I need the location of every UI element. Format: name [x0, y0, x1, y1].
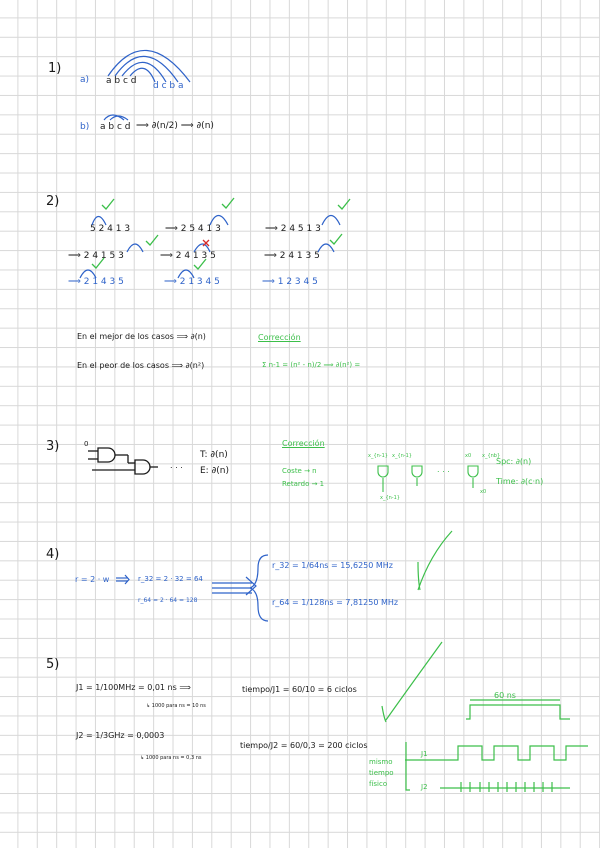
- x-top-right-label: x0: [465, 453, 472, 459]
- log-curve-1b: [418, 562, 420, 590]
- side-label-1: mismo: [369, 758, 393, 766]
- r32-result: r_32 = 1/64ns = 15,6250 MHz: [272, 561, 393, 570]
- problem-1a-reversed: d c b a: [153, 81, 184, 91]
- j2-cycles: tiempo/J2 = 60/0,3 = 200 ciclos: [240, 741, 368, 750]
- problem-1-number: 1): [48, 61, 62, 76]
- wave-duration-label: 60 ns: [494, 691, 516, 700]
- j2-formula: J2 = 1/3GHz = 0,0003: [76, 731, 165, 740]
- green-gates: [378, 466, 478, 492]
- sort-row-2-step-1: ⟹ 2 4 1 5 3: [68, 251, 124, 261]
- problem-1b-sequence: a b c d: [100, 122, 131, 132]
- sort-row-2-step-3: ⟹ 2 4 1 3 5: [264, 251, 320, 261]
- problem-4-arrows: [116, 555, 268, 621]
- j1-note: ↳ 1000 para ns = 10 ns: [146, 703, 206, 709]
- x-top-right-2-label: x_{nb}: [482, 453, 501, 459]
- problem-2-correction-formula: Σ n-1 = (n² - n)/2 ⟹ ∂(n²) =: [262, 361, 361, 369]
- worst-case-text: En el peor de los casos ⟹ ∂(n²): [77, 361, 205, 370]
- sort-row-3-step-1: ⟹ 2 1 4 3 5: [68, 277, 124, 287]
- problem-3-correction-title: Corrección: [282, 439, 325, 448]
- x-bottom-left-label: x_{n-1}: [380, 495, 400, 501]
- problem-1b-complexity: ⟹ ∂(n/2) ⟹ ∂(n): [136, 121, 214, 131]
- green-circuit-dots: . . .: [437, 465, 450, 474]
- problem-1b-label: b): [80, 122, 90, 132]
- problem-4-number: 4): [46, 547, 60, 562]
- problem-1a-label: a): [80, 75, 90, 85]
- problem-3-number: 3): [46, 439, 60, 454]
- j1-wave-label: J1: [421, 750, 428, 758]
- side-label-2: tiempo: [369, 769, 394, 777]
- problem-1a-sequence: a b c d: [106, 76, 137, 86]
- log-curve-1: [418, 531, 452, 590]
- cost-text: Coste → n: [282, 467, 317, 475]
- x-top-left-label: x_{n-1}: [368, 453, 388, 459]
- log-curve-2: [382, 642, 442, 722]
- time-complexity: T: ∂(n): [200, 450, 228, 460]
- sort-row-3-step-3: ⟹ 1 2 3 4 5: [262, 277, 318, 287]
- sort-row-2-step-2: ⟹ 2 4 1 3 5: [160, 251, 216, 261]
- best-case-text: En el mejor de los casos ⟹ ∂(n): [77, 332, 206, 341]
- j2-wave-label: J2: [421, 783, 428, 791]
- j1-cycles: tiempo/J1 = 60/10 = 6 ciclos: [242, 685, 357, 694]
- sort-row-3-step-2: ⟹ 2 1 3 4 5: [164, 277, 220, 287]
- problem-2-correction-title: Corrección: [258, 333, 301, 342]
- and-gates: [88, 448, 158, 474]
- time-result: Time: ∂(c·n): [496, 477, 544, 486]
- clock-waves: [405, 700, 588, 792]
- space-complexity: E: ∂(n): [200, 466, 229, 476]
- space-result: Spc: ∂(n): [496, 457, 532, 466]
- sort-row-1-step-2: ⟹ 2 5 4 1 3: [165, 224, 221, 234]
- problem-2-number: 2): [46, 194, 60, 209]
- side-label-3: físico: [369, 780, 388, 788]
- sort-row-1-step-1: 5 2 4 1 3: [90, 224, 131, 234]
- red-x-mark: [203, 240, 209, 246]
- circuit-input-zero: 0: [84, 440, 89, 448]
- r64-calc: r_64 = 2 · 64 = 128: [138, 597, 198, 604]
- j1-formula: J1 = 1/100MHz = 0,01 ns ⟹: [76, 683, 191, 692]
- x-bottom-right-label: x0: [480, 489, 487, 495]
- r64-result: r_64 = 1/128ns = 7,81250 MHz: [272, 598, 399, 607]
- period-formula: r = 2 · w: [75, 575, 110, 584]
- r32-calc: r_32 = 2 · 32 = 64: [138, 575, 203, 583]
- j2-note: ↳ 1000 para ns = 0,3 ns: [140, 755, 202, 761]
- x-top-mid-label: x_{n-1}: [392, 453, 412, 459]
- problem-5-number: 5): [46, 657, 60, 672]
- sort-row-1-step-3: ⟹ 2 4 5 1 3: [265, 224, 321, 234]
- circuit-dots: . . .: [170, 461, 183, 470]
- delay-text: Retardo → 1: [282, 480, 325, 488]
